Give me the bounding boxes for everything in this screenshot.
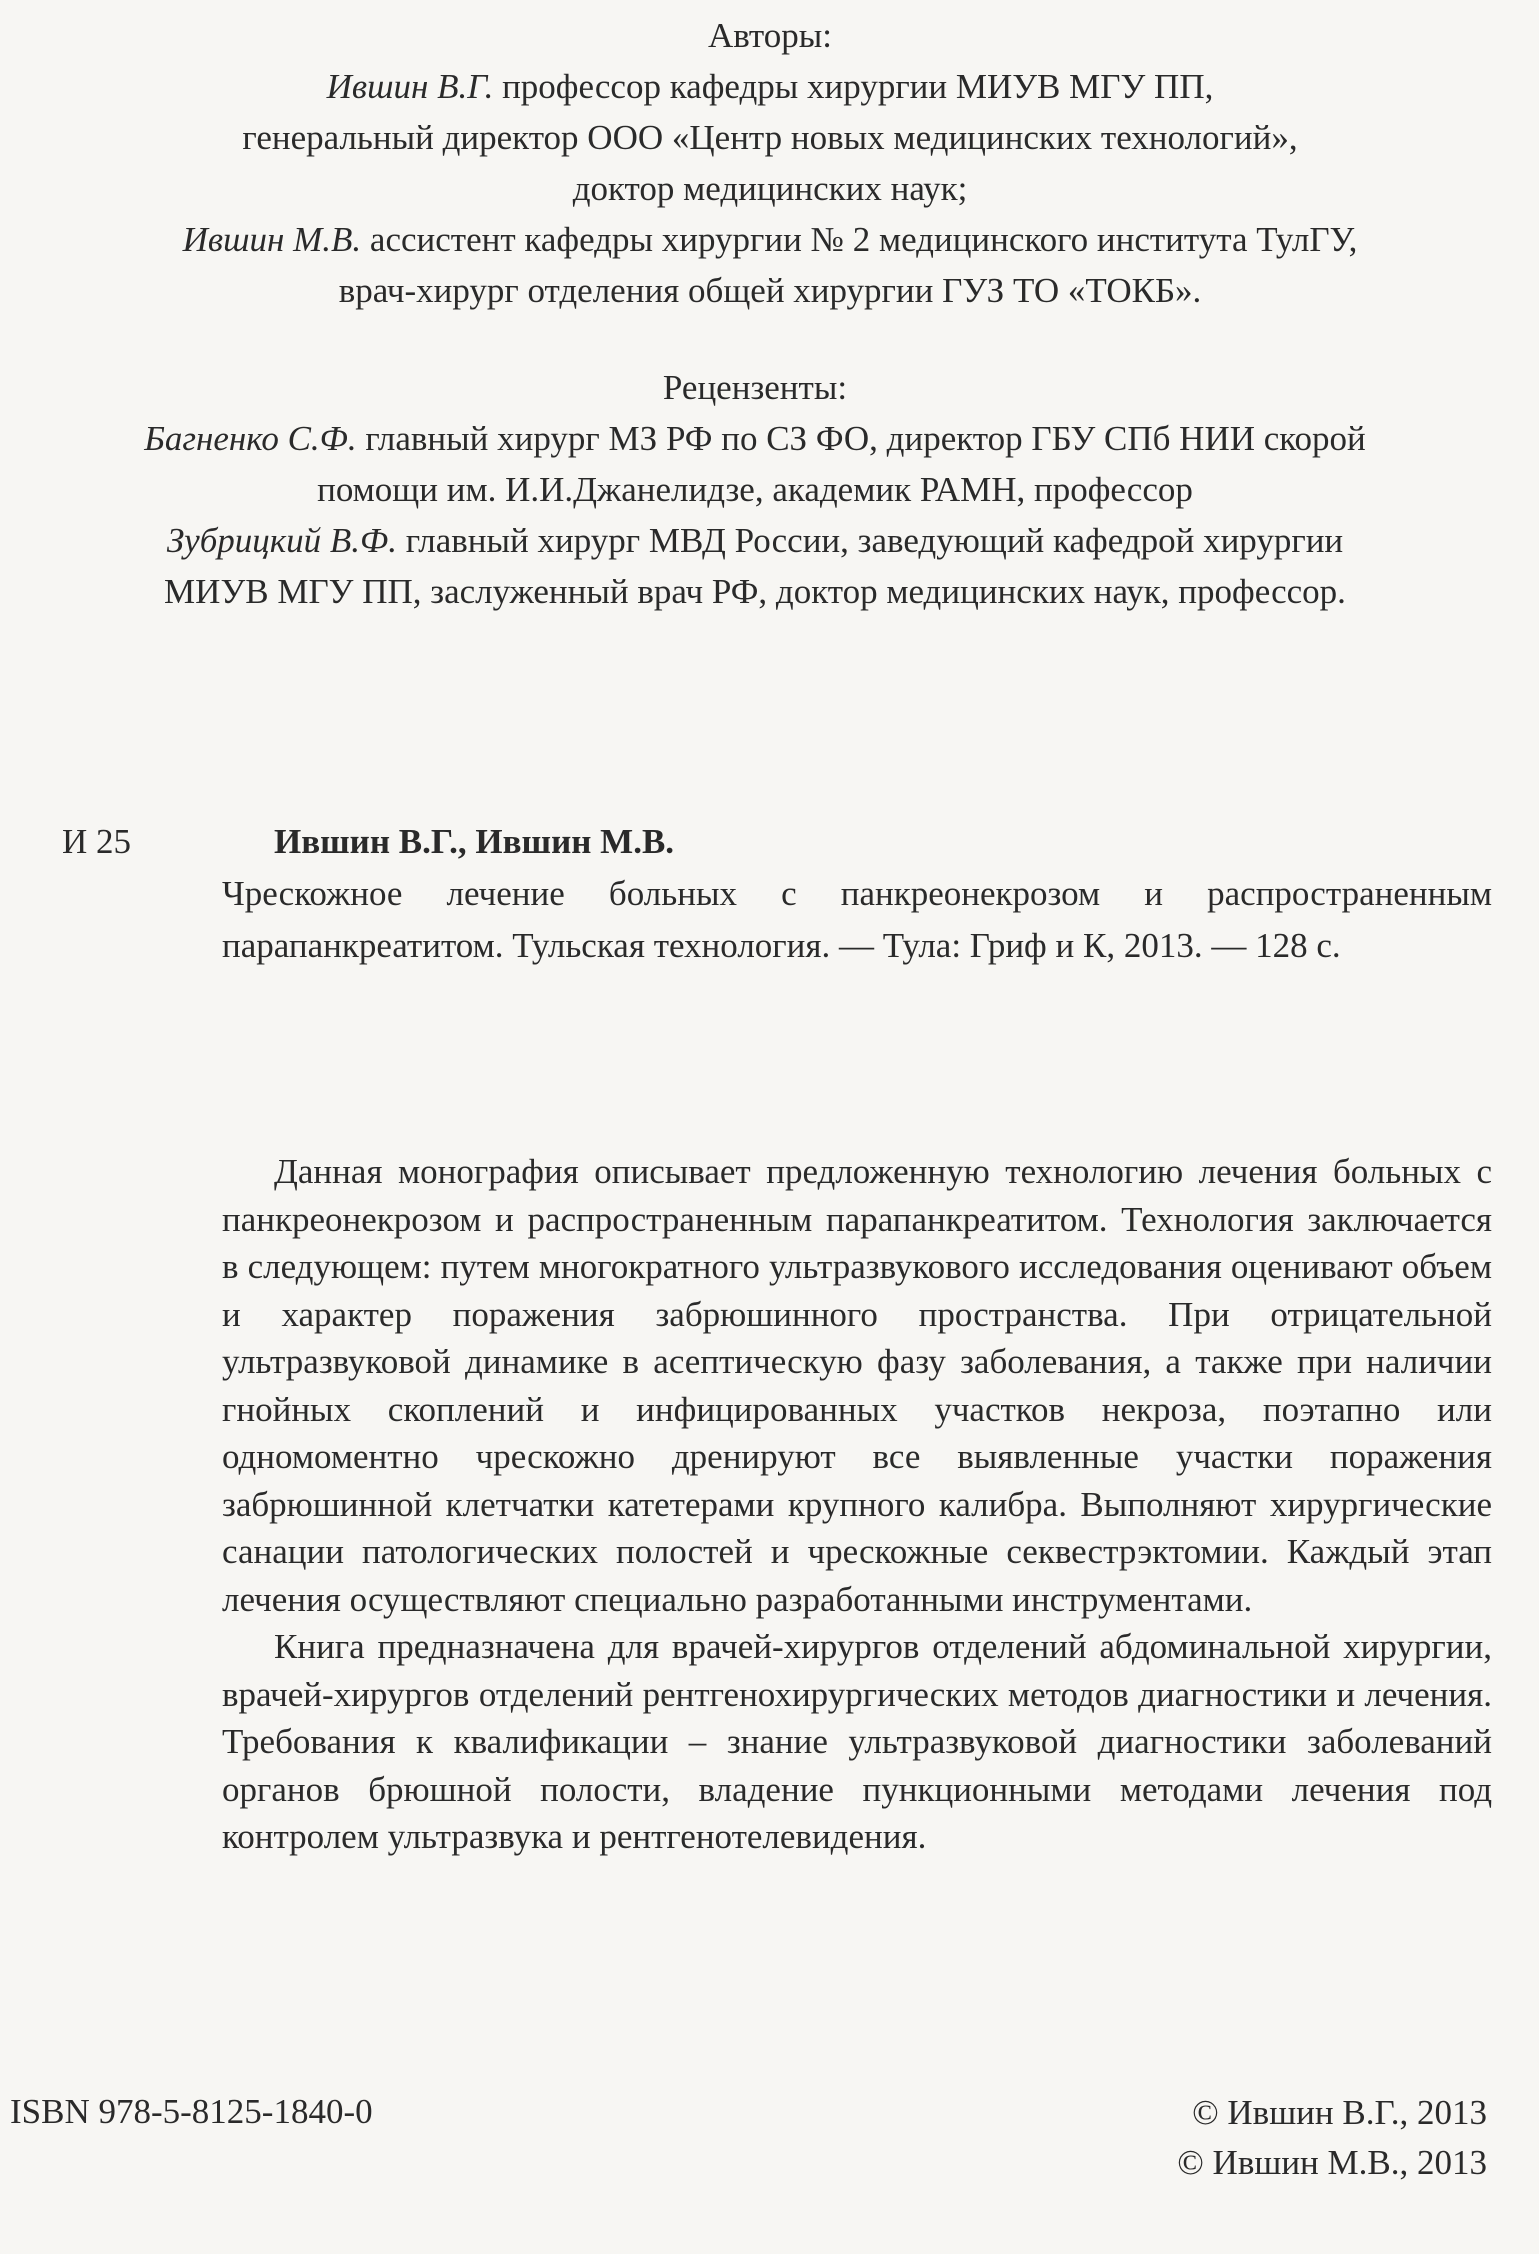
reviewer-1-name: Багненко С.Ф. [144,419,357,458]
authors-heading: Авторы: [707,16,832,55]
catalog-code: И 25 [62,822,132,861]
reviewers-heading: Рецензенты: [662,368,848,407]
abstract-paragraph-1: Данная монография описывает предложенную технологию лечения больных с панкреонекрозом и распространенным парапанкреатитом. Технология заключается в следующем: путем многократного ультразвукового исследования оценивают объем и характер поражения забрюшинного пространства. При отрицательной ультразвуковой динамике в асептическую фазу заболевания, а также при наличии гнойных скоплений и инфицированных участков некроза, поэтапно или одномоментно чрескожно дренируют все выявленные участки поражения забрюшинной клетчатки катетерами крупного калибра. Выполняют хирургические санации патологических полостей и чрескожные секвестрэктомии. Каждый этап лечения осуществляют специально разработанными инструментами. [222,1152,1492,1619]
bib-authors: Ившин В.Г., Ившин М.В. [274,822,675,861]
author-1-line-1 [40,61,1500,112]
author-1-name: Ившин В.Г. [326,67,494,106]
author-2-text: ассистент кафедры хирургии № 2 медицинского института ТулГУ, [361,220,1358,259]
author-2-line-2: врач-хирург отделения общей хирургии ГУЗ ТО «ТОКБ». [338,271,1202,310]
abstract-paragraph-2: Книга предназначена для врачей-хирургов отделений абдоминальной хирургии, врачей-хирургов отделений рентгенохирургических методов диагностики и лечения. Требования к квалификации – знание ультразвуковой диагностики заболеваний органов брюшной полости, владение пункционными методами лечения под контролем ультразвука и рентгенотелевидения. [222,1627,1492,1856]
reviewers-section [10,362,1500,617]
author-2-name: Ившин М.В. [182,220,362,259]
reviewer-2-text: главный хирург МВД России, заведующий кафедрой хирургии [396,521,1344,560]
reviewer-2-line-1 [10,515,1500,566]
author-1-line-2: генеральный директор ООО «Центр новых медицинских технологий», [242,118,1298,157]
author-1-text: профессор кафедры хирургии МИУВ МГУ ПП, [493,67,1214,106]
copyright-line-2: © Ившин М.В., 2013 [1177,2143,1487,2182]
reviewer-1-line-2: помощи им. И.И.Джанелидзе, академик РАМН, профессор [317,470,1193,509]
author-2-line-1 [40,214,1500,265]
abstract [222,1148,1492,1861]
reviewer-2-name: Зубрицкий В.Ф. [166,521,397,560]
bib-description: Чрескожное лечение больных с панкреонекрозом и распространенным парапанкреатитом. Тульская технология. — Тула: Гриф и К, 2013. — 128 с. [222,874,1492,965]
reviewer-2-line-2: МИУВ МГУ ПП, заслуженный врач РФ, доктор медицинских наук, профессор. [164,572,1346,611]
reviewer-1-line-1 [10,413,1500,464]
bibliographic-record [222,816,1492,972]
reviewer-1-text: главный хирург МЗ РФ по СЗ ФО, директор ГБУ СПб НИИ скорой [356,419,1366,458]
authors-section [40,10,1500,316]
copyright-line-1: © Ившин В.Г., 2013 [1192,2093,1487,2132]
author-1-line-3: доктор медицинских наук; [572,169,968,208]
copyright-block [1177,2088,1487,2188]
isbn: ISBN 978-5-8125-1840-0 [10,2092,373,2131]
